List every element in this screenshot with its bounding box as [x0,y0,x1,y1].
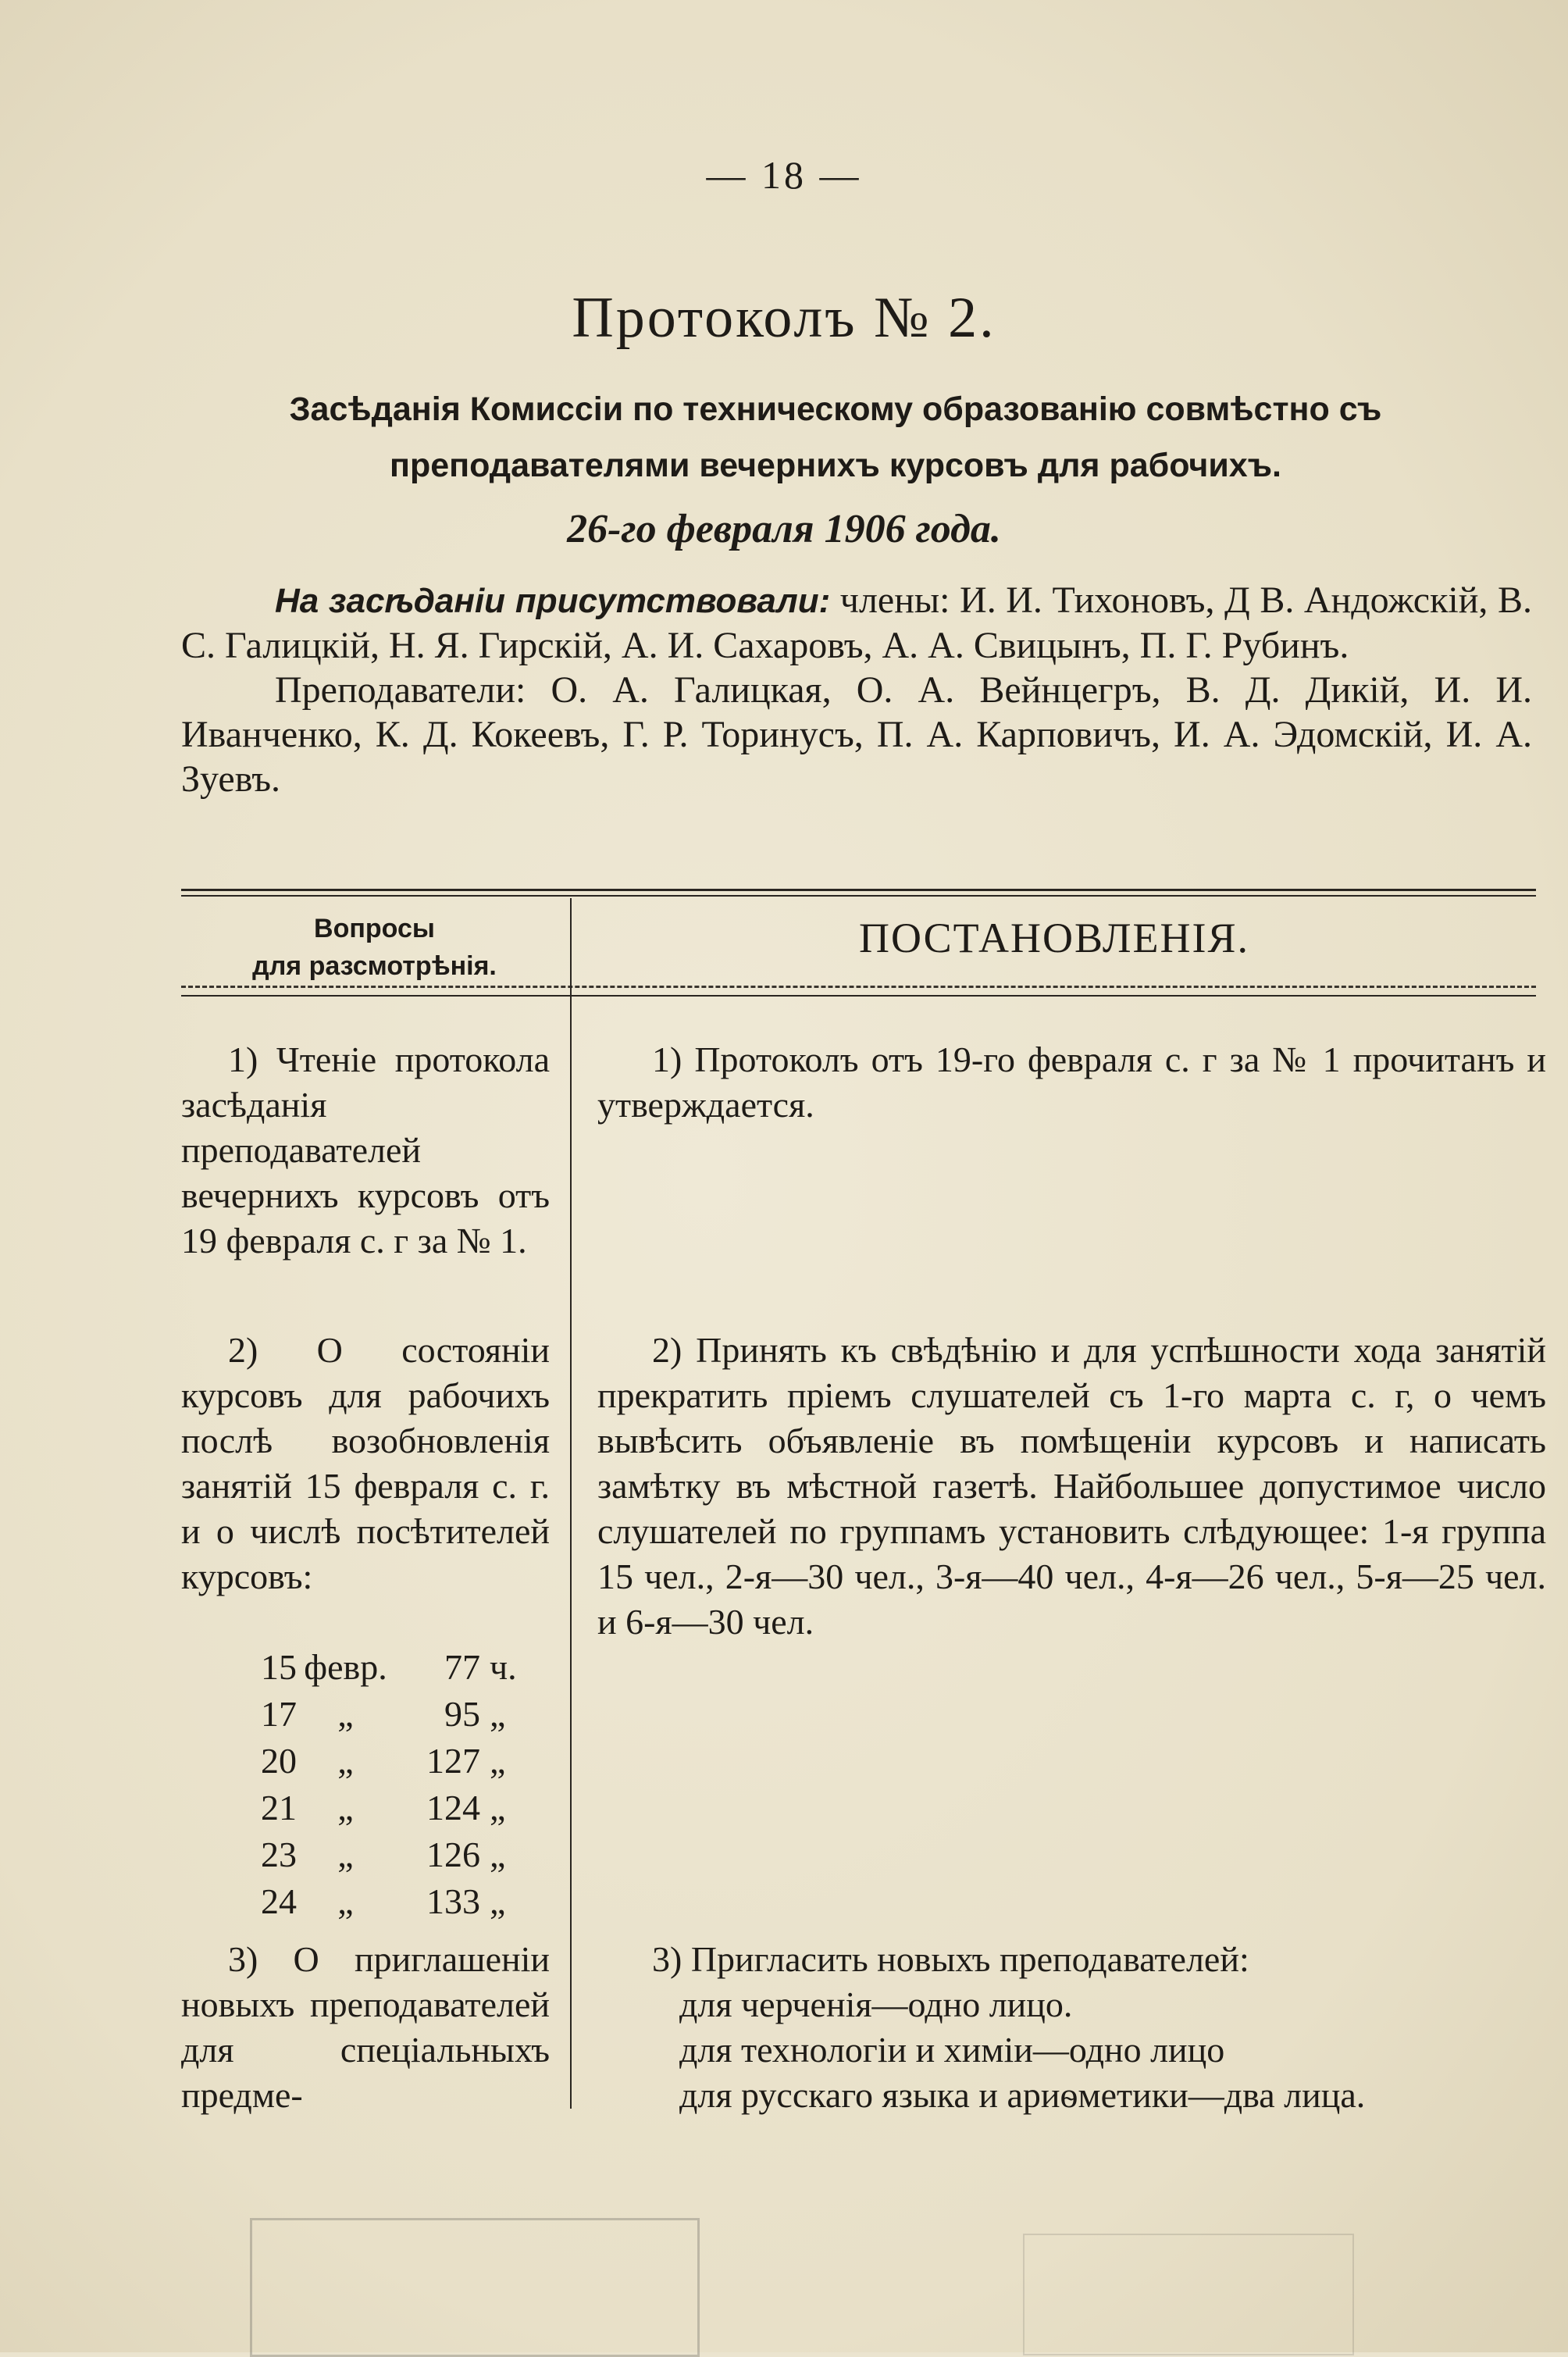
library-stamp [250,2218,700,2357]
stat-day: 17 [261,1694,297,1734]
stat-unit: „ [490,1835,506,1874]
resolution-1 [597,1037,1546,1128]
resolution-3 [597,1937,1546,2118]
resolution-3-line: для русскаго языка и ариѳметики—два лица. [679,2075,1366,2115]
column-divider [570,898,572,2109]
protocol-subtitle: Засѣданія Комиссіи по техническому образованію совмѣстно съ преподавателями вечернихъ курсовъ для рабочихъ. [289,390,1382,484]
question-1-text: 1) Чтеніе протокола засѣданія преподавателей вечернихъ курсовъ отъ 19 февраля с. г за № 1. [181,1039,550,1261]
stat-count: 126 [426,1835,480,1874]
question-3 [181,1937,550,2118]
stat-count: 127 [426,1741,480,1781]
stat-month: „ [337,1694,354,1734]
stat-count: 95 [444,1694,480,1734]
table-header-rule [181,986,1536,988]
stat-day: 20 [261,1741,297,1781]
stat-day: 23 [261,1835,297,1874]
attendance-stat-row [234,1785,536,1831]
resolution-1-text: 1) Протоколъ отъ 19-го февраля с. г за № 1 прочитанъ и утверждается. [597,1039,1546,1125]
stat-month: февр. [304,1647,387,1687]
stat-unit: „ [490,1694,506,1734]
protocol-title: Протоколъ № 2. [572,286,996,350]
resolution-2-text: 2) Принять къ свѣдѣнію и для успѣшности хода занятій прекратить пріемъ слушателей съ 1-го марта с. г, о чемъ вывѣсить объявленіе въ помѣщеніи курсовъ и написать замѣтку въ мѣстной газетѣ. Найбольшее допустимое число слушателей по группамъ установить слѣдующее: 1-я группа 15 чел., 2-я—30 чел., 3-я—40 чел., 4-я—26 чел., 5-я—25 чел. и 6-я—30 чел. [597,1330,1546,1642]
attendance-block [181,578,1532,801]
stat-month: „ [337,1741,354,1781]
resolution-3-intro: 3) Пригласить новыхъ преподавателей: [652,1939,1249,1979]
stat-month: „ [337,1788,354,1827]
question-2-text: 2) О состояніи курсовъ для рабочихъ послѣ возобновленія занятій 15 февраля с. г. и о числѣ посѣтителей курсовъ: [181,1330,550,1596]
stat-unit: „ [490,1788,506,1827]
attendance-stat-row [234,1738,536,1785]
table-top-rule [181,889,1536,891]
attendance-members: члены: И. И. Тихоновъ, Д В. Андожскій, В. С. Галицкій, Н. Я. Гирскій, А. И. Сахаровъ, А. А. Свицынъ, П. Г. Рубинъ. [181,579,1532,666]
stat-count: 124 [426,1788,480,1827]
stat-unit: ч. [490,1647,517,1687]
attendance-teachers: Преподаватели: О. А. Галицкая, О. А. Вейнцегръ, В. Д. Дикій, И. И. Иванченко, К. Д. Кокеевъ, Г. Р. Торинусъ, П. А. Карповичъ, И. А. Эдомскій, И. А. Зуевъ. [181,669,1532,800]
attendance-stat-row [234,1691,536,1738]
attendance-stat-row [234,1644,536,1691]
table-top-rule-inner [181,895,1536,897]
stat-unit: „ [490,1741,506,1781]
attendance-members-paragraph [181,578,1532,668]
column-header-questions [181,910,568,985]
stat-day: 21 [261,1788,297,1827]
stat-month: „ [337,1835,354,1874]
question-2 [181,1328,550,1599]
resolution-3-line: для черченія—одно лицо. [679,1984,1073,2024]
column-header-questions-line1: Вопросы [314,914,435,943]
attendance-stat-row [234,1878,536,1925]
stat-month: „ [337,1881,354,1921]
attendance-stat-row [234,1831,536,1878]
faded-stamp [1023,2234,1354,2355]
table-header-rule-inner [181,995,1536,997]
column-header-resolutions: ПОСТАНОВЛЕНІЯ. [858,915,1250,961]
question-3-text: 3) О приглашеніи новыхъ преподавателей для спеціальныхъ предме- [181,1939,550,2115]
attendance-stats-list [234,1644,536,1925]
stat-day: 24 [261,1881,297,1921]
stat-unit: „ [490,1881,506,1921]
meeting-date: 26-го февраля 1906 года. [567,507,1001,551]
resolution-2 [597,1328,1546,1645]
resolution-3-line: для технологіи и химіи—одно лицо [679,2030,1225,2070]
page-number: — 18 — [706,153,862,197]
stat-count: 133 [426,1881,480,1921]
stat-day: 15 [261,1647,297,1687]
stat-count: 77 [444,1647,480,1687]
attendance-lead: На засѣданіи присутствовали: [275,582,831,620]
question-1 [181,1037,550,1264]
column-header-questions-line2: для разсмотрѣнія. [252,951,497,981]
